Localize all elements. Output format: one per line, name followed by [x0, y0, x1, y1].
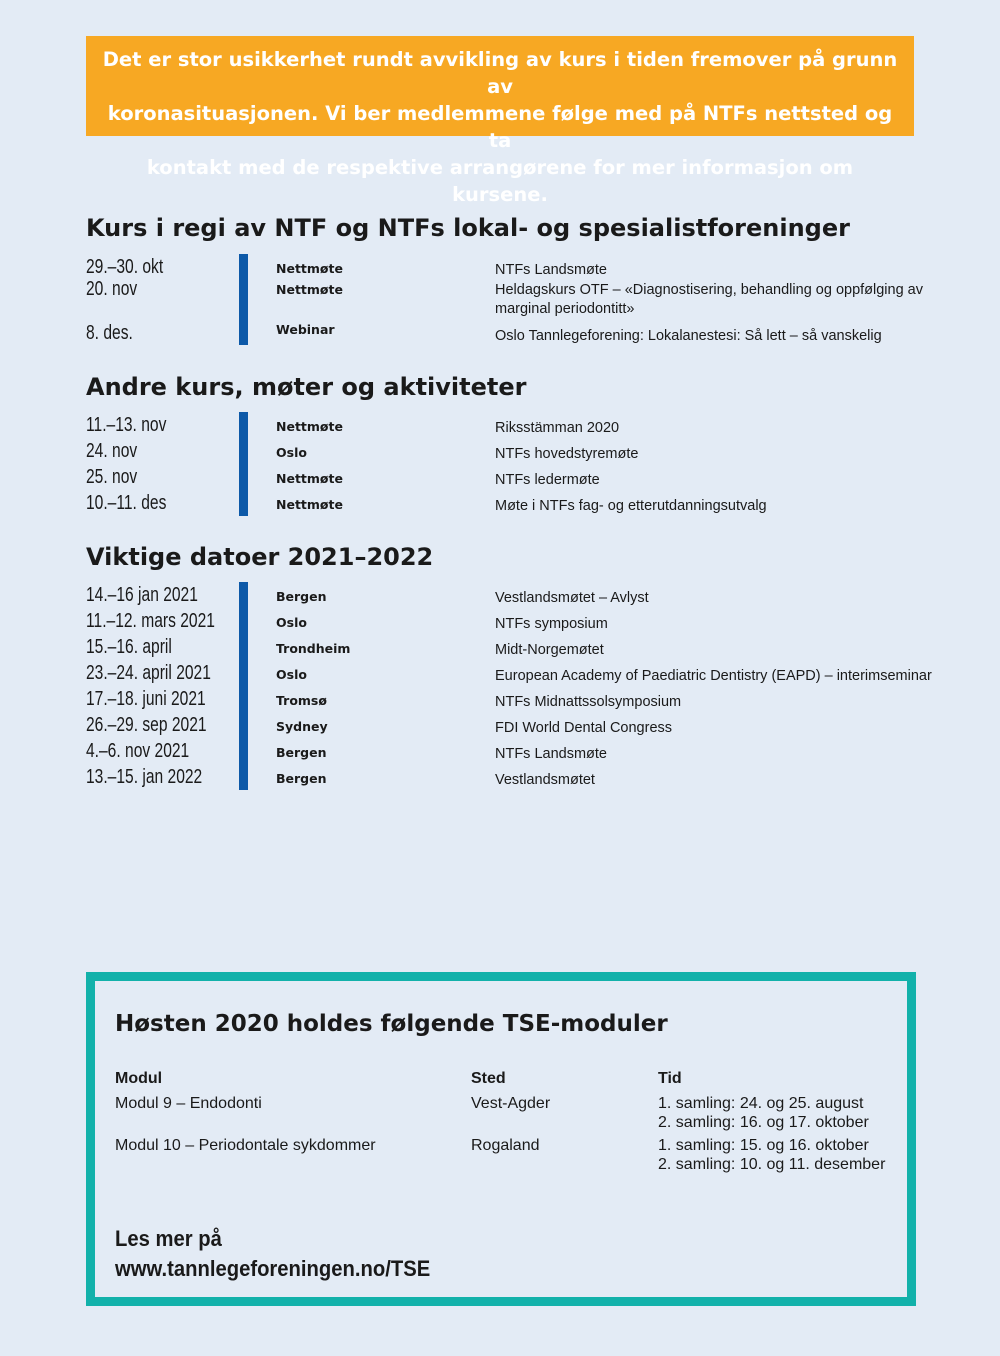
event-date: 29.–30. okt — [86, 256, 164, 278]
event-date: 25. nov — [86, 466, 138, 488]
list-item — [86, 438, 946, 464]
event-format: Webinar — [276, 322, 335, 337]
event-description: FDI World Dental Congress — [495, 720, 673, 736]
section-title-other-events: Andre kurs, møter og aktiviteter — [86, 373, 527, 401]
list-item — [86, 254, 946, 280]
event-location: Oslo — [276, 615, 307, 630]
event-description: Heldagskurs OTF – «Diagnostisering, behandling og oppfølging av marginal periodontitt» — [495, 282, 923, 317]
event-description: NTFs Midnattssolsymposium — [495, 694, 682, 710]
event-date: 11.–13. nov — [86, 414, 167, 436]
event-description: Vestlandsmøtet – Avlyst — [495, 590, 649, 606]
section-title-ntf-courses: Kurs i regi av NTF og NTFs lokal- og spesialistforeninger — [86, 214, 850, 242]
ntf-courses-list — [86, 254, 946, 345]
row-marker — [239, 660, 248, 686]
event-description: European Academy of Paediatric Dentistry (EAPD) – interimseminar — [495, 668, 932, 684]
event-description: NTFs hovedstyremøte — [495, 446, 639, 462]
list-item — [86, 608, 946, 634]
important-dates-list — [86, 582, 946, 790]
list-item — [86, 712, 946, 738]
column-header-sted: Sted — [471, 1070, 506, 1087]
event-location: Sydney — [276, 719, 328, 734]
event-description: NTFs symposium — [495, 616, 608, 632]
event-date: 8. des. — [86, 322, 133, 344]
list-item — [86, 464, 946, 490]
module-location: Vest-Agder — [471, 1095, 551, 1112]
module-session-1: 1. samling: 24. og 25. august — [658, 1095, 864, 1112]
column-header-modul: Modul — [115, 1070, 163, 1087]
event-date: 4.–6. nov 2021 — [86, 740, 190, 762]
notice-line-1: Det er stor usikkerhet rundt avvikling av kurs i tiden fremover på grunn av — [102, 48, 898, 98]
row-marker — [239, 490, 248, 516]
row-marker — [239, 254, 248, 280]
event-date: 24. nov — [86, 440, 138, 462]
row-marker — [239, 608, 248, 634]
event-location: Bergen — [276, 745, 327, 760]
event-location: Oslo — [276, 667, 307, 682]
event-description: Møte i NTFs fag- og etterutdanningsutvalg — [495, 498, 767, 514]
list-item — [86, 412, 946, 438]
notice-line-3: kontakt med de respektive arrangørene for mer informasjon om kursene. — [146, 156, 854, 206]
event-format: Nettmøte — [276, 282, 343, 297]
event-date: 26.–29. sep 2021 — [86, 714, 207, 736]
list-item — [86, 686, 946, 712]
event-format: Nettmøte — [276, 419, 343, 434]
row-marker — [239, 412, 248, 438]
event-location: Bergen — [276, 589, 327, 604]
corona-notice-banner — [86, 36, 914, 206]
module-location: Rogaland — [471, 1137, 540, 1154]
module-name: Modul 9 – Endodonti — [115, 1095, 262, 1112]
event-format: Nettmøte — [276, 471, 343, 486]
notice-line-2: koronasituasjonen. Vi ber medlemmene følge med på NTFs nettsted og ta — [107, 102, 893, 152]
list-item — [86, 764, 946, 790]
event-date: 20. nov — [86, 278, 138, 300]
module-name: Modul 10 – Periodontale sykdommer — [115, 1137, 376, 1154]
event-date: 17.–18. juni 2021 — [86, 688, 206, 710]
other-events-list — [86, 412, 946, 516]
event-description: NTFs Landsmøte — [495, 746, 607, 762]
list-item — [86, 582, 946, 608]
column-header-tid: Tid — [658, 1070, 682, 1087]
read-more-label: Les mer på — [115, 1226, 222, 1251]
event-format: Nettmøte — [276, 497, 343, 512]
event-description: Midt-Norgemøtet — [495, 642, 604, 658]
row-marker — [239, 712, 248, 738]
event-date: 10.–11. des — [86, 492, 167, 514]
event-date: 15.–16. april — [86, 636, 172, 658]
list-item — [86, 660, 946, 686]
event-date: 13.–15. jan 2022 — [86, 766, 203, 788]
list-item — [86, 738, 946, 764]
event-date: 14.–16 jan 2021 — [86, 584, 198, 606]
module-session-2: 2. samling: 16. og 17. oktober — [658, 1114, 869, 1131]
row-marker — [239, 464, 248, 490]
event-description: Oslo Tannlegeforening: Lokalanestesi: Så lett – så vanskelig — [495, 328, 882, 344]
module-session-1: 1. samling: 15. og 16. oktober — [658, 1137, 869, 1154]
row-marker — [239, 738, 248, 764]
row-marker — [239, 438, 248, 464]
list-item — [86, 634, 946, 660]
event-location: Trondheim — [276, 641, 351, 656]
tse-link[interactable]: www.tannlegeforeningen.no/TSE — [115, 1256, 431, 1281]
row-marker — [239, 280, 248, 318]
event-location: Tromsø — [276, 693, 327, 708]
row-marker — [239, 634, 248, 660]
event-description: NTFs Landsmøte — [495, 262, 607, 278]
row-marker — [239, 764, 248, 790]
read-more — [115, 1224, 430, 1284]
event-date: 11.–12. mars 2021 — [86, 610, 215, 632]
tse-modules-box — [86, 972, 916, 1306]
list-item — [86, 490, 946, 516]
row-marker — [239, 686, 248, 712]
list-item — [86, 318, 946, 345]
row-marker — [239, 318, 248, 345]
event-description: Riksstämman 2020 — [495, 420, 620, 436]
event-date: 23.–24. april 2021 — [86, 662, 211, 684]
event-format: Nettmøte — [276, 261, 343, 276]
event-description: Vestlandsmøtet — [495, 772, 595, 788]
tse-title: Høsten 2020 holdes følgende TSE-moduler — [115, 1011, 668, 1037]
list-item — [86, 280, 946, 318]
row-marker — [239, 582, 248, 608]
module-session-2: 2. samling: 10. og 11. desember — [658, 1156, 886, 1173]
event-format: Oslo — [276, 445, 307, 460]
event-description: NTFs ledermøte — [495, 472, 600, 488]
event-location: Bergen — [276, 771, 327, 786]
section-title-important-dates: Viktige datoer 2021–2022 — [86, 543, 434, 571]
